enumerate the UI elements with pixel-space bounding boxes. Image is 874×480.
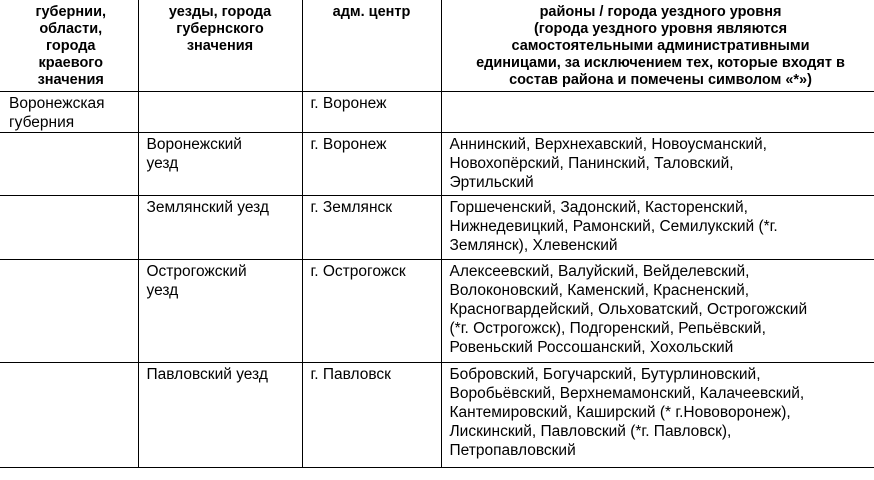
- text-line: уезды, города: [168, 4, 272, 20]
- text-line: уезд: [146, 282, 179, 299]
- cell-region: [0, 363, 138, 468]
- cell-districts: [441, 92, 874, 133]
- table-row: [0, 196, 874, 260]
- table-row: [0, 133, 874, 196]
- table-row: [0, 260, 874, 363]
- text-line: губернии,: [35, 4, 107, 20]
- cell-districts: [441, 196, 874, 260]
- cell-region: [0, 133, 138, 196]
- text-line: Волоконовский, Каменский, Красненский,: [449, 282, 750, 299]
- text-line: Павловский уезд: [146, 366, 268, 383]
- cell-center: г. Острогожск: [302, 260, 441, 363]
- header-region: [0, 0, 138, 92]
- text-line: (города уездного уровня являются: [533, 21, 788, 37]
- text-line: губерния: [9, 114, 75, 131]
- cell-center: г. Павловск: [302, 363, 441, 468]
- text-line: значения: [37, 72, 104, 88]
- text-line: единицами, за исключением тех, которые входят в: [476, 55, 845, 71]
- text-line: губернского: [176, 21, 264, 37]
- cell-uezd: [138, 260, 302, 363]
- header-uezd: [138, 0, 302, 92]
- text-line: Горшеченский, Задонский, Касторенский,: [449, 199, 748, 216]
- text-line: (*г. Острогожск), Подгоренский, Репьёвский,: [449, 320, 766, 337]
- text-line: Воронежская: [9, 95, 105, 112]
- table-row: [0, 92, 874, 133]
- header-center: [302, 0, 441, 92]
- cell-center: г. Воронеж: [302, 92, 441, 133]
- text-line: Новохопёрский, Панинский, Таловский,: [449, 155, 734, 172]
- text-line: Лискинский, Павловский (*г. Павловск),: [449, 423, 732, 440]
- text-line: краевого: [38, 55, 104, 71]
- text-line: Воронежский: [146, 136, 242, 153]
- text-line: значения: [186, 38, 254, 54]
- text-line: области,: [39, 21, 103, 37]
- text-line: районы / города уездного уровня: [539, 4, 782, 20]
- text-line: Аннинский, Верхнехавский, Новоусманский,: [449, 136, 767, 153]
- text-line: Алексеевский, Валуйский, Вейделевский,: [449, 263, 750, 280]
- text-line: Красногвардейский, Ольховатский, Острогожский: [449, 301, 808, 318]
- text-line: уезд: [146, 155, 179, 172]
- cell-uezd: [138, 92, 302, 133]
- text-line: Бобровский, Богучарский, Бутурлиновский,: [449, 366, 761, 383]
- text-line: города: [46, 38, 96, 54]
- cell-uezd: [138, 196, 302, 260]
- cell-uezd: [138, 133, 302, 196]
- text-line: Петропавловский: [449, 442, 576, 459]
- text-line: Землянск), Хлевенский: [449, 237, 618, 254]
- cell-region: [0, 196, 138, 260]
- cell-center: г. Воронеж: [302, 133, 441, 196]
- cell-districts: [441, 363, 874, 468]
- cell-districts: [441, 260, 874, 363]
- text-line: адм. центр: [332, 4, 411, 20]
- text-line: состав района и помечены символом «*»): [509, 72, 812, 88]
- cell-center: г. Землянск: [302, 196, 441, 260]
- cell-region: [0, 92, 138, 133]
- cell-region: [0, 260, 138, 363]
- cell-uezd: [138, 363, 302, 468]
- table-header-row: [0, 0, 874, 92]
- table-row: [0, 363, 874, 468]
- text-line: Воробьёвский, Верхнемамонский, Калачеевский,: [449, 385, 805, 402]
- text-line: Нижнедевицкий, Рамонский, Семилукский (*г.: [449, 218, 778, 235]
- text-line: Ровеньский Россошанский, Хохольский: [449, 339, 734, 356]
- text-line: Острогожский: [146, 263, 247, 280]
- text-line: Землянский уезд: [146, 199, 269, 216]
- text-line: самостоятельными административными: [511, 38, 810, 54]
- header-districts: [441, 0, 874, 92]
- cell-districts: [441, 133, 874, 196]
- text-line: Кантемировский, Каширский (* г.Нововоронеж),: [449, 404, 791, 421]
- text-line: Эртильский: [449, 174, 534, 191]
